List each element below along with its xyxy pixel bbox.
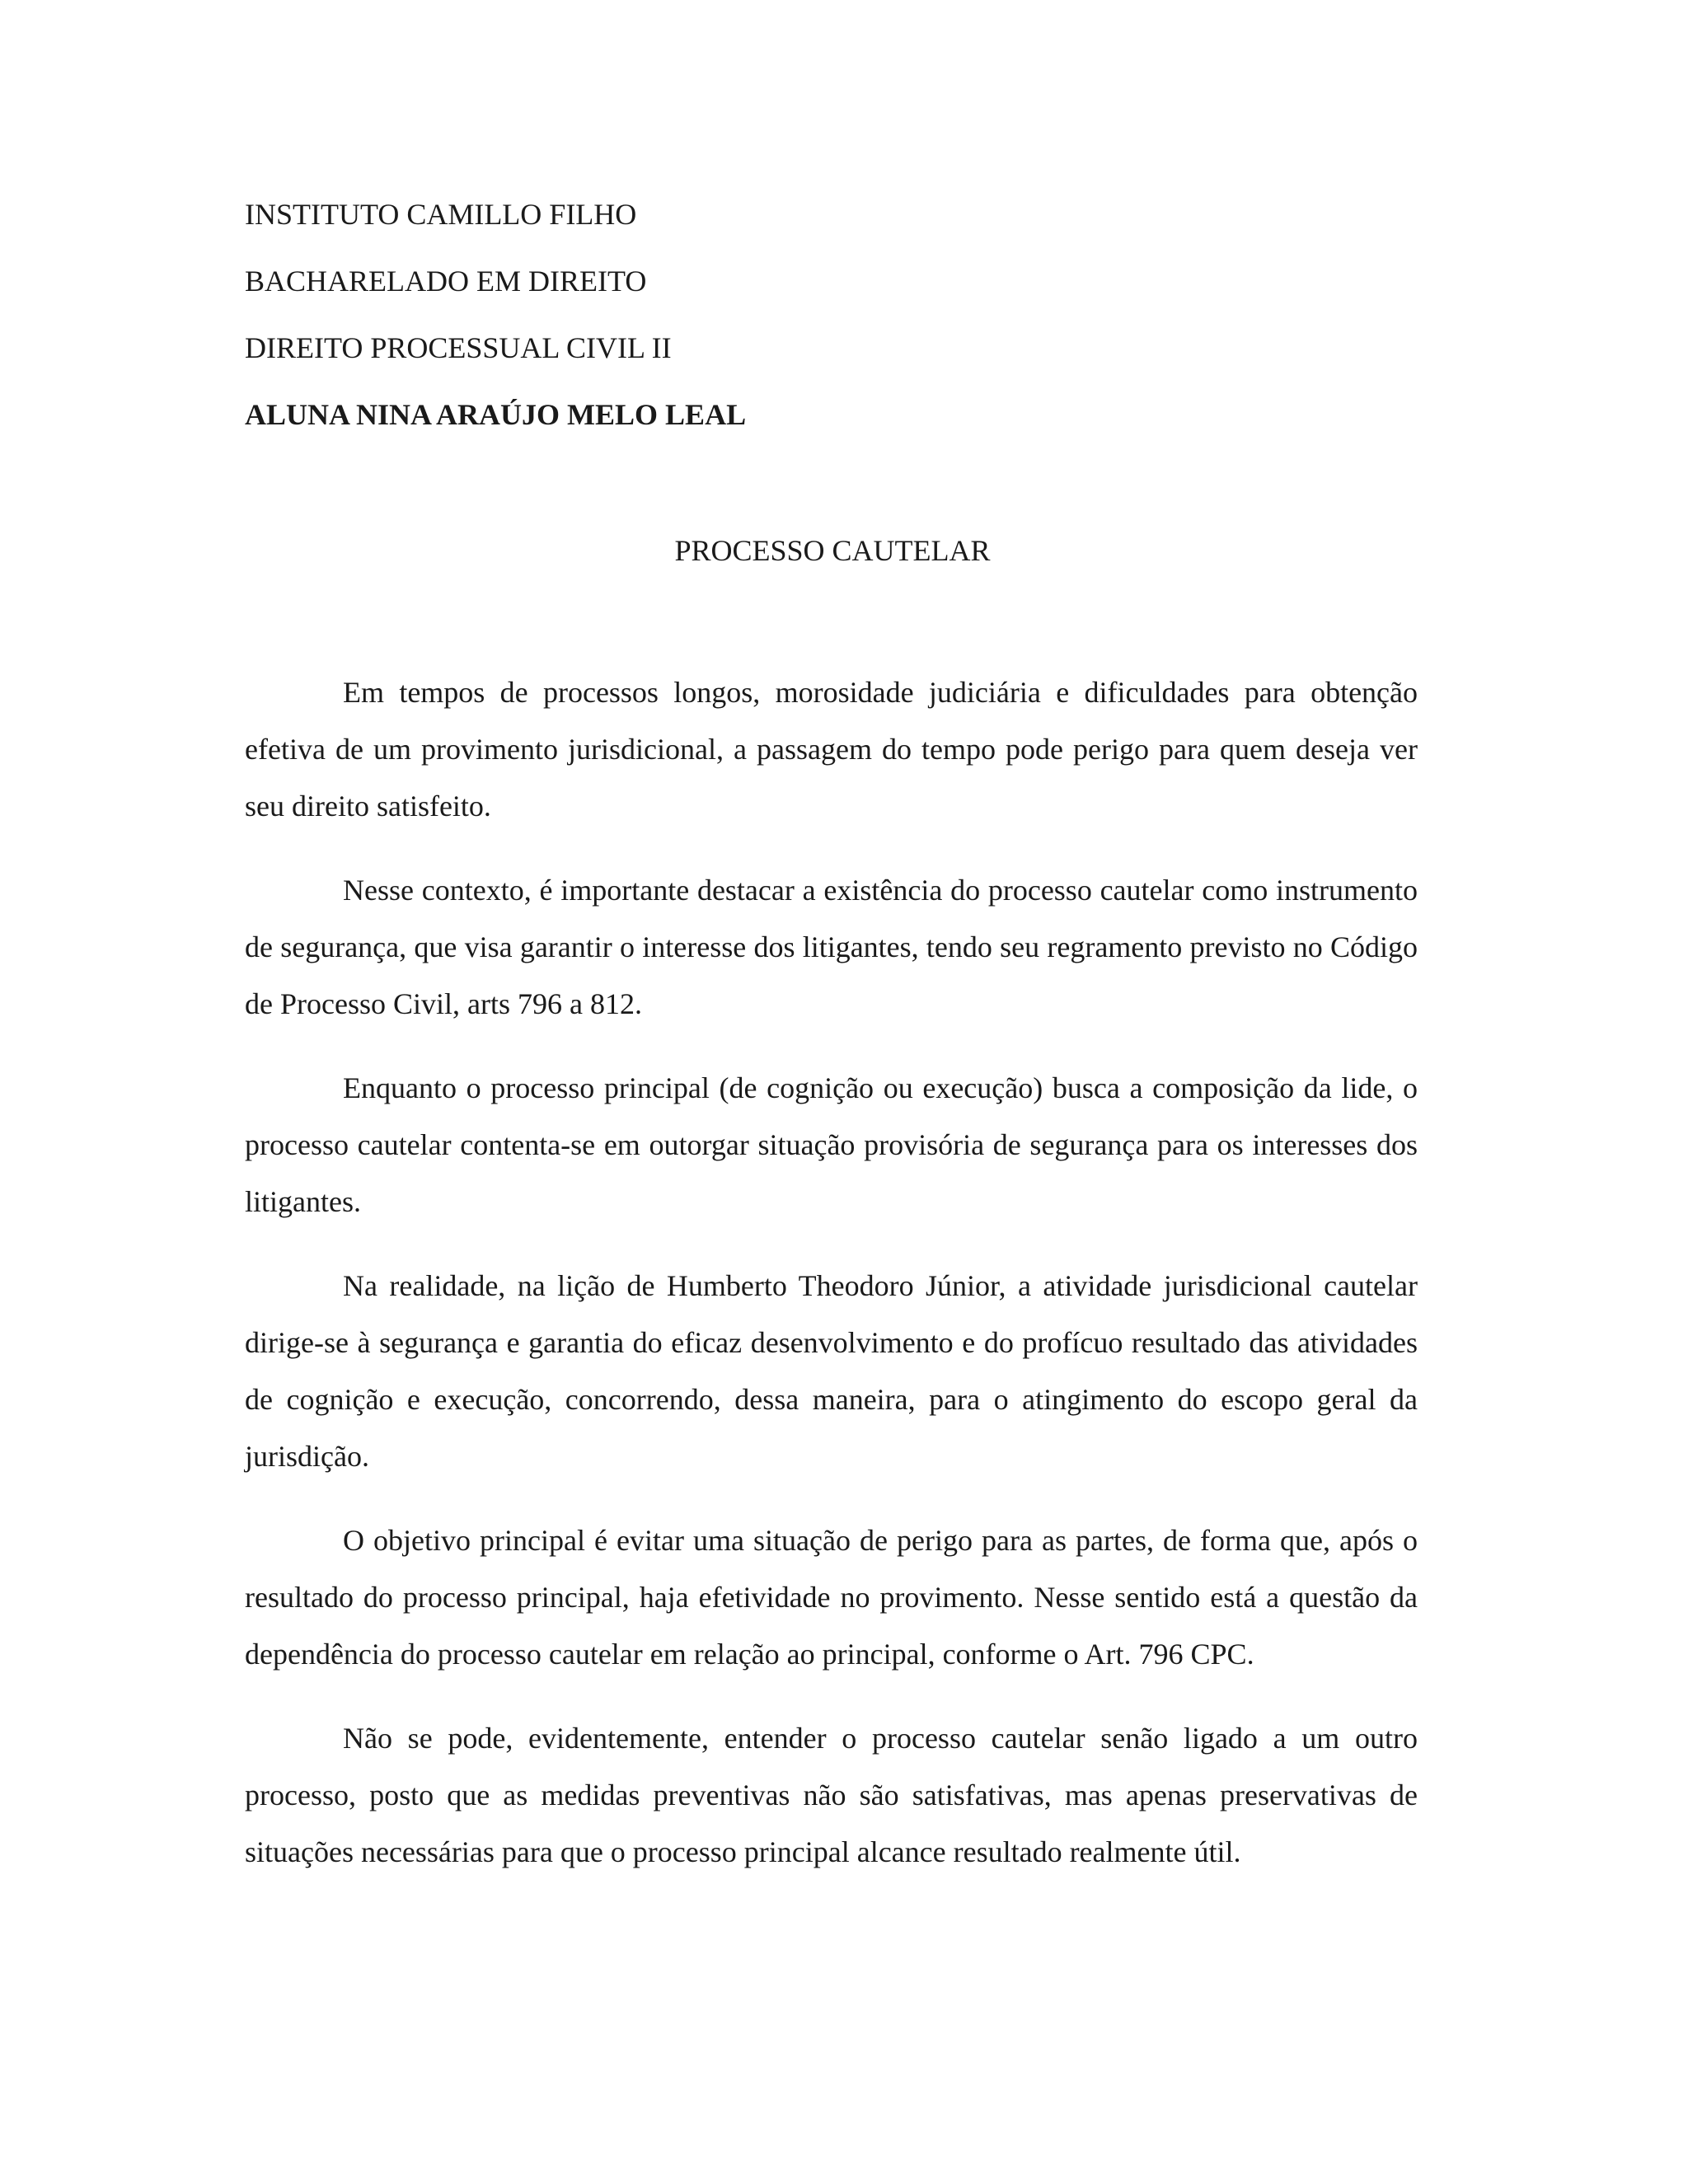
paragraph: Em tempos de processos longos, morosidade judiciária e dificuldades para obtenção efetiva de um provimento jurisdicional, a passagem do tempo pode perigo para quem deseja ver seu direito satisfeito. [245,676,1418,823]
document-body [245,664,1418,1908]
paragraph: Não se pode, evidentemente, entender o processo cautelar senão ligado a um outro processo, posto que as medidas preventivas não são satisfativas, mas apenas preservativas de situações necessárias para que o processo principal alcance resultado realmente útil. [245,1722,1418,1868]
paragraph: O objetivo principal é evitar uma situação de perigo para as partes, de forma que, após o resultado do processo principal, haja efetividade no provimento. Nesse sentido está a questão da dependência do processo cautelar em relação ao principal, conforme o Art. 796 CPC. [245,1524,1418,1671]
institution-name: INSTITUTO CAMILLO FILHO [245,198,637,231]
paragraph: Na realidade, na lição de Humberto Theodoro Júnior, a atividade jurisdicional cautelar dirige-se à segurança e garantia do eficaz desenvolvimento e do profícuo resultado das atividades de cognição e execução, concorrendo, dessa maneira, para o atingimento do escopo geral da jurisdição. [245,1269,1418,1473]
course-name: BACHARELADO EM DIREITO [245,265,647,298]
paragraph: Nesse contexto, é importante destacar a existência do processo cautelar como instrumento de segurança, que visa garantir o interesse dos litigantes, tendo seu regramento previsto no Código de Processo Civil, arts 796 a 812. [245,874,1418,1020]
paragraph: Enquanto o processo principal (de cognição ou execução) busca a composição da lide, o processo cautelar contenta-se em outorgar situação provisória de segurança para os interesses dos litigantes. [245,1071,1418,1218]
document-title: PROCESSO CAUTELAR [674,534,991,567]
student-name: ALUNA NINA ARAÚJO MELO LEAL [245,398,747,431]
subject-name: DIREITO PROCESSUAL CIVIL II [245,331,672,364]
